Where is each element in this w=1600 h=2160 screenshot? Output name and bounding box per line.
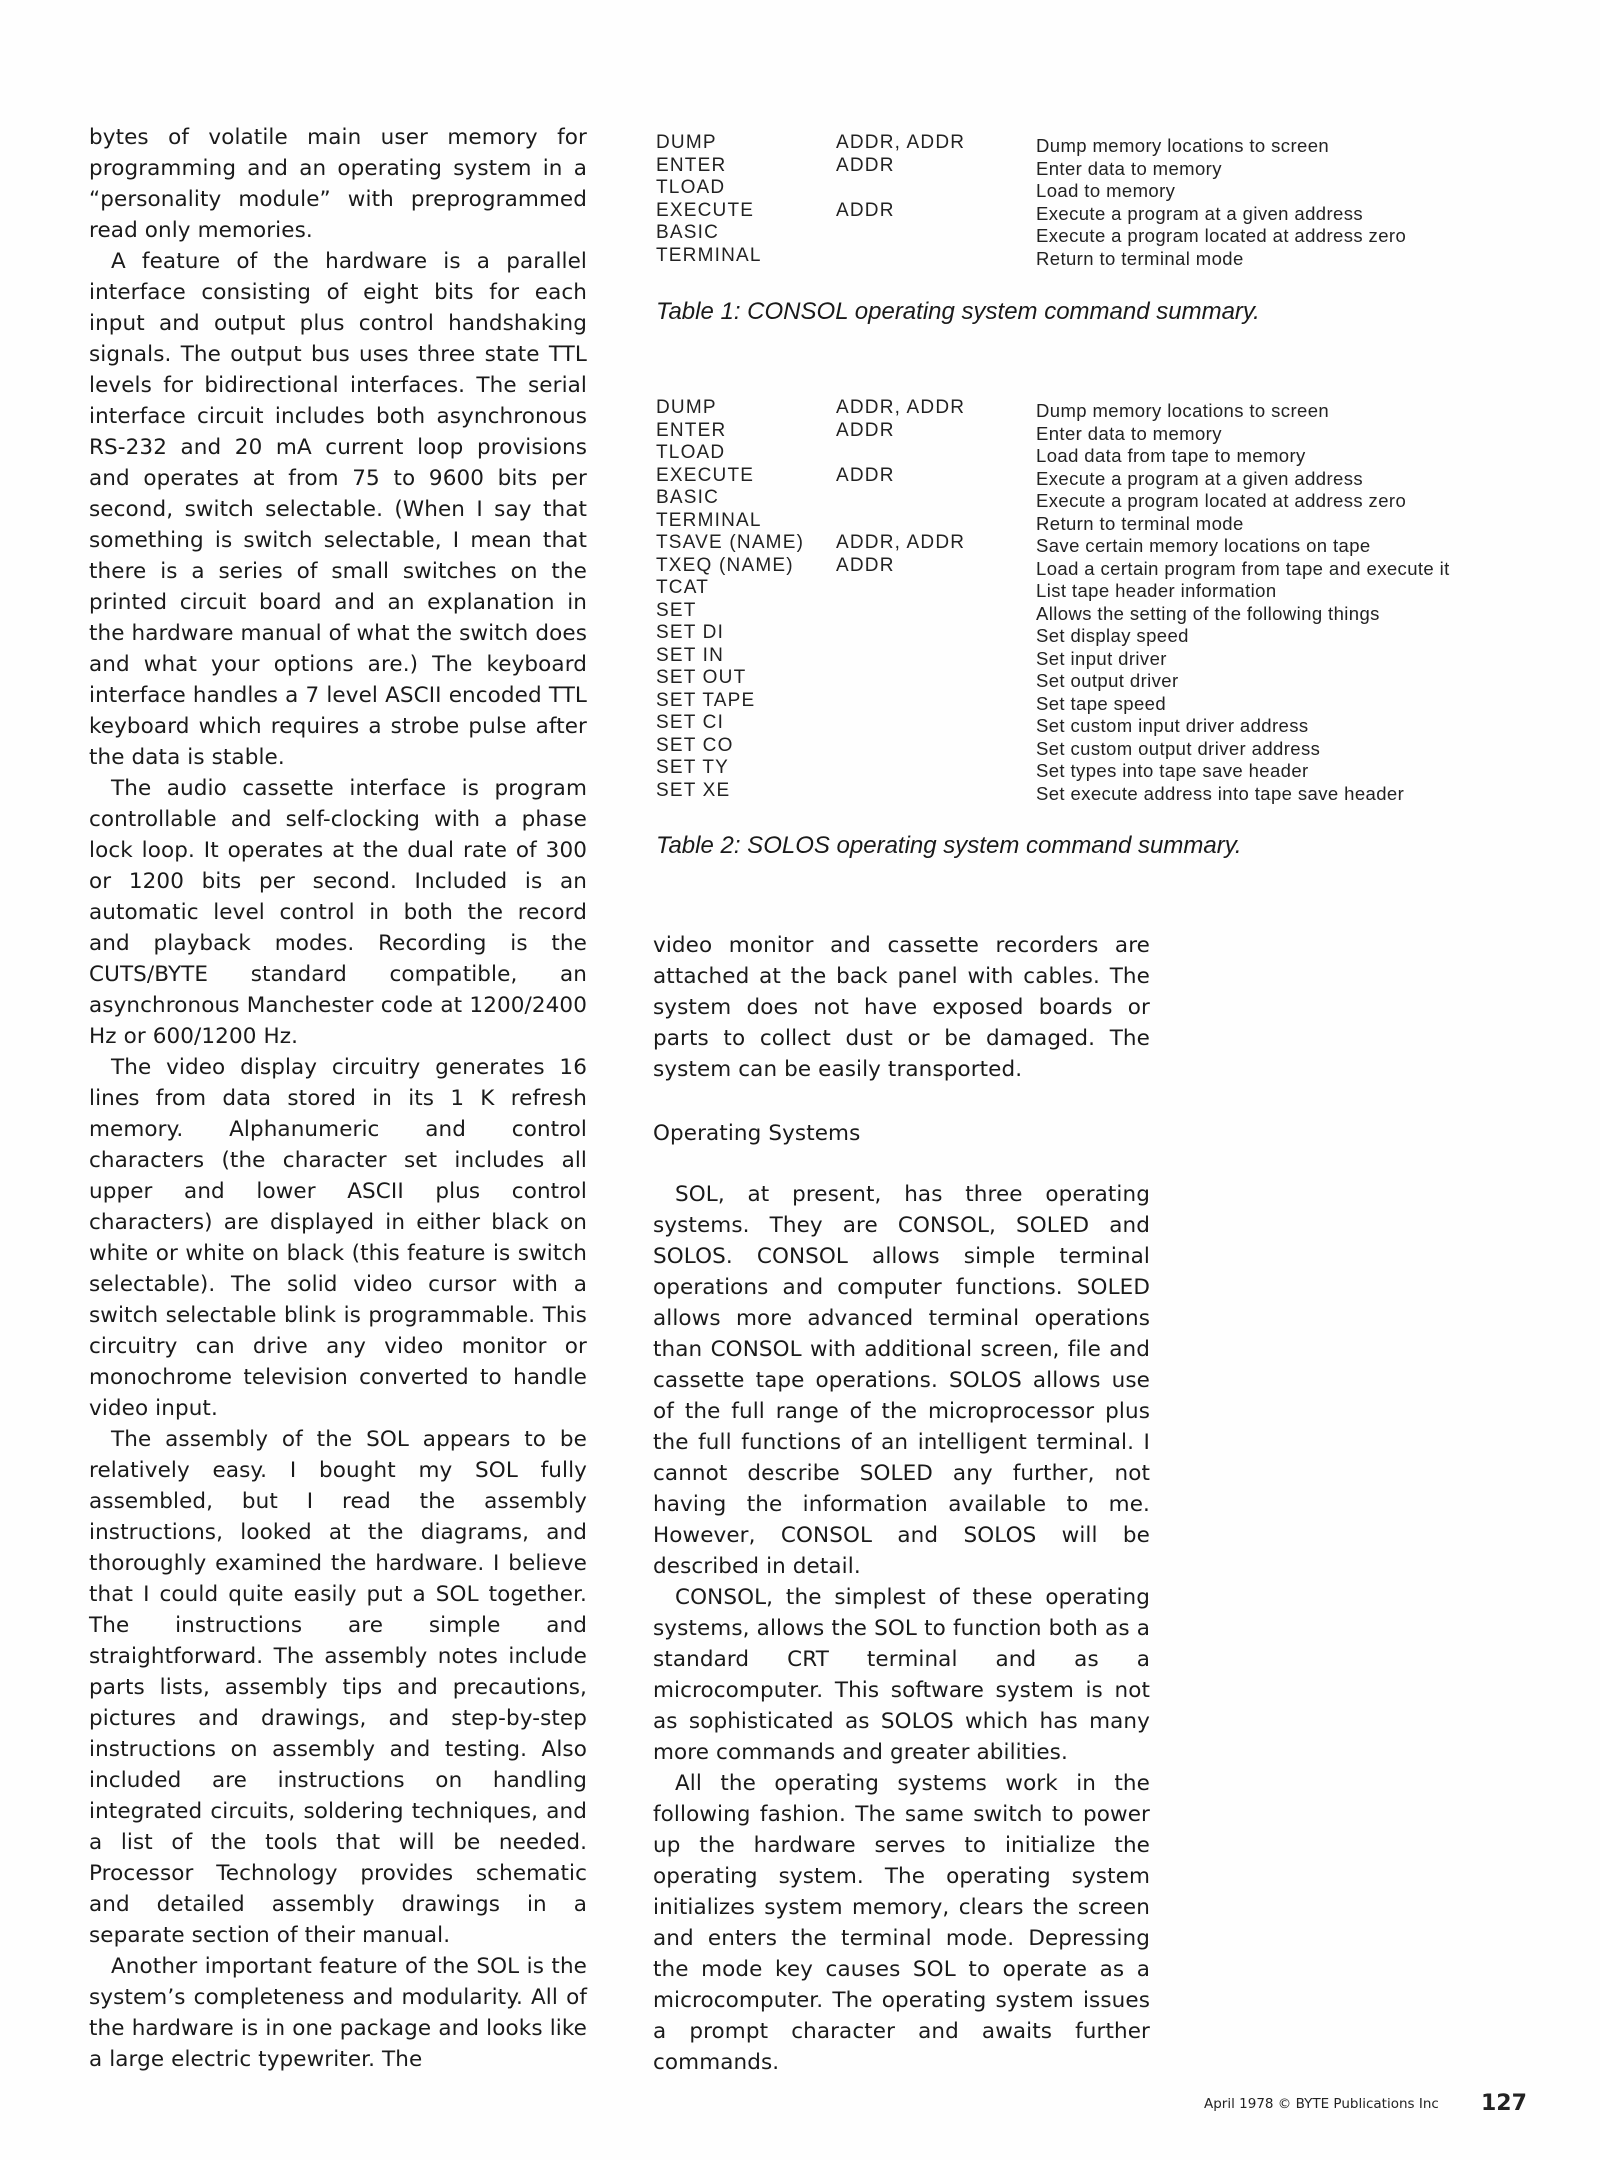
command-cell: SET TAPE xyxy=(656,689,756,711)
paragraph-video: The video display circuitry generates 16 lines from data stored in its 1 K refresh memory. Alphanumeric and control characters (the character set includes all upper and lower ASCII plus control characters) are displayed in either black on white or white on black (this feature is switch selectable). The solid video cursor with a switch selectable blink is programmable. This circuitry can drive any video monitor or monochrome television converted to handle video input. xyxy=(89,1055,587,1421)
description-cell: Set output driver xyxy=(1036,670,1179,691)
command-cell: SET IN xyxy=(656,644,725,666)
command-cell: DUMP xyxy=(656,397,717,418)
description-cell: Save certain memory locations on tape xyxy=(1036,535,1371,556)
paragraph-memory: bytes of volatile main user memory for programming and an operating system in a “personality module” with preprogrammed read only memories. xyxy=(89,125,587,243)
command-cell: TERMINAL xyxy=(656,509,762,531)
command-cell: SET CO xyxy=(656,734,734,756)
paragraph-consol: CONSOL, the simplest of these operating systems, allows the SOL to function both as a standard CRT terminal and as a microcomputer. This software system is not as sophisticated as SOLOS which has many more commands and greater abilities. xyxy=(653,1585,1150,1765)
args-cell: ADDR xyxy=(836,154,895,176)
args-cell: ADDR xyxy=(836,419,895,441)
paragraph-interfaces: A feature of the hardware is a parallel interface consisting of eight bits for each input and output plus control handshaking signals. The output bus uses three state TTL levels for bidirectional interfaces. The serial interface circuit includes both asynchronous RS-232 and 20 mA current loop provisions and operates at from 75 to 9600 bits per second, switch selectable. (When I say that something is switch selectable, I mean that there is a series of small switches on the printed circuit board and an explanation in the hardware manual of what the switch does and what your options are.) The keyboard interface handles a 7 level ASCII encoded TTL keyboard which requires a strobe pulse after the data is stable. xyxy=(89,249,587,770)
paragraph-three-os: SOL, at present, has three operating systems. They are CONSOL, SOLED and SOLOS. CONSOL allows simple terminal operations and computer functions. SOLED allows more advanced terminal operations than CONSOL with additional screen, file and cassette tape operations. SOLOS allows use of the full range of the microprocessor plus the full functions of an intelligent terminal. I cannot describe SOLED any further, not having the information available to me. However, CONSOL and SOLOS will be described in detail. xyxy=(653,1182,1150,1579)
args-cell: ADDR, ADDR xyxy=(836,132,966,153)
description-cell: Set custom output driver address xyxy=(1036,737,1321,759)
paragraph-transport: video monitor and cassette recorders are attached at the back panel with cables. The system does not have exposed boards or parts to collect dust or be damaged. The system can be easily transported. xyxy=(653,933,1150,1082)
command-cell: SET OUT xyxy=(656,667,747,688)
description-cell: Set input driver xyxy=(1036,647,1167,669)
command-cell: SET DI xyxy=(656,622,725,643)
page-footer xyxy=(1204,2091,1527,2116)
description-cell: Allows the setting of the following things xyxy=(1036,602,1380,624)
description-cell: Dump memory locations to screen xyxy=(1036,135,1330,156)
command-cell: BASIC xyxy=(656,487,720,508)
page-number: 127 xyxy=(1481,2091,1527,2116)
description-cell: Set types into tape save header xyxy=(1036,760,1309,781)
command-cell: SET TY xyxy=(656,757,730,778)
command-cell: TCAT xyxy=(656,577,709,598)
args-cell: ADDR, ADDR xyxy=(836,397,966,418)
args-cell: ADDR xyxy=(836,464,895,486)
table-1-caption: Table 1: CONSOL operating system command summary. xyxy=(656,298,1260,325)
command-cell: SET xyxy=(656,599,697,621)
footer-credit: April 1978 © BYTE Publications Inc xyxy=(1204,2096,1439,2112)
command-cell: ENTER xyxy=(656,419,727,441)
paragraph-fashion: All the operating systems work in the following fashion. The same switch to power up the hardware serves to initialize the operating system. The operating system initializes system memory, clears the screen and enters the terminal mode. Depressing the mode key causes SOL to operate as a microcomputer. The operating system issues a prompt character and awaits further commands. xyxy=(653,1771,1150,2075)
right-text-column xyxy=(653,930,1150,2078)
command-cell: EXECUTE xyxy=(656,464,755,486)
command-cell: EXECUTE xyxy=(656,199,755,221)
paragraph-modularity: Another important feature of the SOL is the system’s completeness and modularity. All of the hardware is in one package and looks like a large electric typewriter. The xyxy=(89,1954,587,2072)
table-2-caption: Table 2: SOLOS operating system command summary. xyxy=(656,832,1242,859)
description-cell: Load a certain program from tape and execute it xyxy=(1036,557,1450,579)
description-cell: Execute a program at a given address xyxy=(1036,202,1364,224)
command-cell: DUMP xyxy=(656,132,717,153)
description-cell: Set execute address into tape save header xyxy=(1036,782,1405,804)
description-cell: Execute a program at a given address xyxy=(1036,467,1364,489)
description-cell: List tape header information xyxy=(1036,580,1277,601)
args-cell: ADDR xyxy=(836,199,895,221)
command-cell: SET XE xyxy=(656,779,731,801)
description-cell: Enter data to memory xyxy=(1036,157,1222,179)
description-cell: Set display speed xyxy=(1036,625,1189,646)
description-cell: Load to memory xyxy=(1036,180,1176,201)
command-cell: TERMINAL xyxy=(656,244,762,266)
description-cell: Return to terminal mode xyxy=(1036,512,1244,534)
command-cell: TLOAD xyxy=(656,177,726,198)
command-cell: SET CI xyxy=(656,712,725,733)
description-cell: Set custom input driver address xyxy=(1036,715,1309,736)
description-cell: Execute a program located at address zero xyxy=(1036,225,1407,246)
description-cell: Enter data to memory xyxy=(1036,422,1222,444)
args-cell: ADDR xyxy=(836,554,895,576)
description-cell: Load data from tape to memory xyxy=(1036,445,1306,466)
args-cell: ADDR, ADDR xyxy=(836,532,966,553)
paragraph-assembly: The assembly of the SOL appears to be relatively easy. I bought my SOL fully assembled, but I read the assembly instructions, looked at the diagrams, and thoroughly examined the hardware. I believe that I could quite easily put a SOL together. The instructions are simple and straightforward. The assembly notes include parts lists, assembly tips and precautions, pictures and drawings, and step-by-step instructions on assembly and testing. Also included are instructions on handling integrated circuits, soldering techniques, and a list of the tools that will be needed. Processor Technology provides schematic and detailed assembly drawings in a separate section of their manual. xyxy=(89,1427,587,1948)
description-cell: Set tape speed xyxy=(1036,692,1167,714)
description-cell: Execute a program located at address zero xyxy=(1036,490,1407,511)
section-heading: Operating Systems xyxy=(653,1121,861,1146)
command-cell: BASIC xyxy=(656,222,720,243)
description-cell: Dump memory locations to screen xyxy=(1036,400,1330,421)
command-cell: TSAVE (NAME) xyxy=(656,532,805,553)
left-text-column xyxy=(89,122,587,2075)
command-cell: TXEQ (NAME) xyxy=(656,554,794,576)
command-cell: ENTER xyxy=(656,154,727,176)
paragraph-cassette: The audio cassette interface is program controllable and self-clocking with a phase lock loop. It operates at the dual rate of 300 or 1200 bits per second. Included is an automatic level control in both the record and playback modes. Recording is the CUTS/BYTE standard compatible, an asynchronous Manchester code at 1200/2400 Hz or 600/1200 Hz. xyxy=(89,776,587,1049)
description-cell: Return to terminal mode xyxy=(1036,247,1244,269)
command-cell: TLOAD xyxy=(656,442,726,463)
